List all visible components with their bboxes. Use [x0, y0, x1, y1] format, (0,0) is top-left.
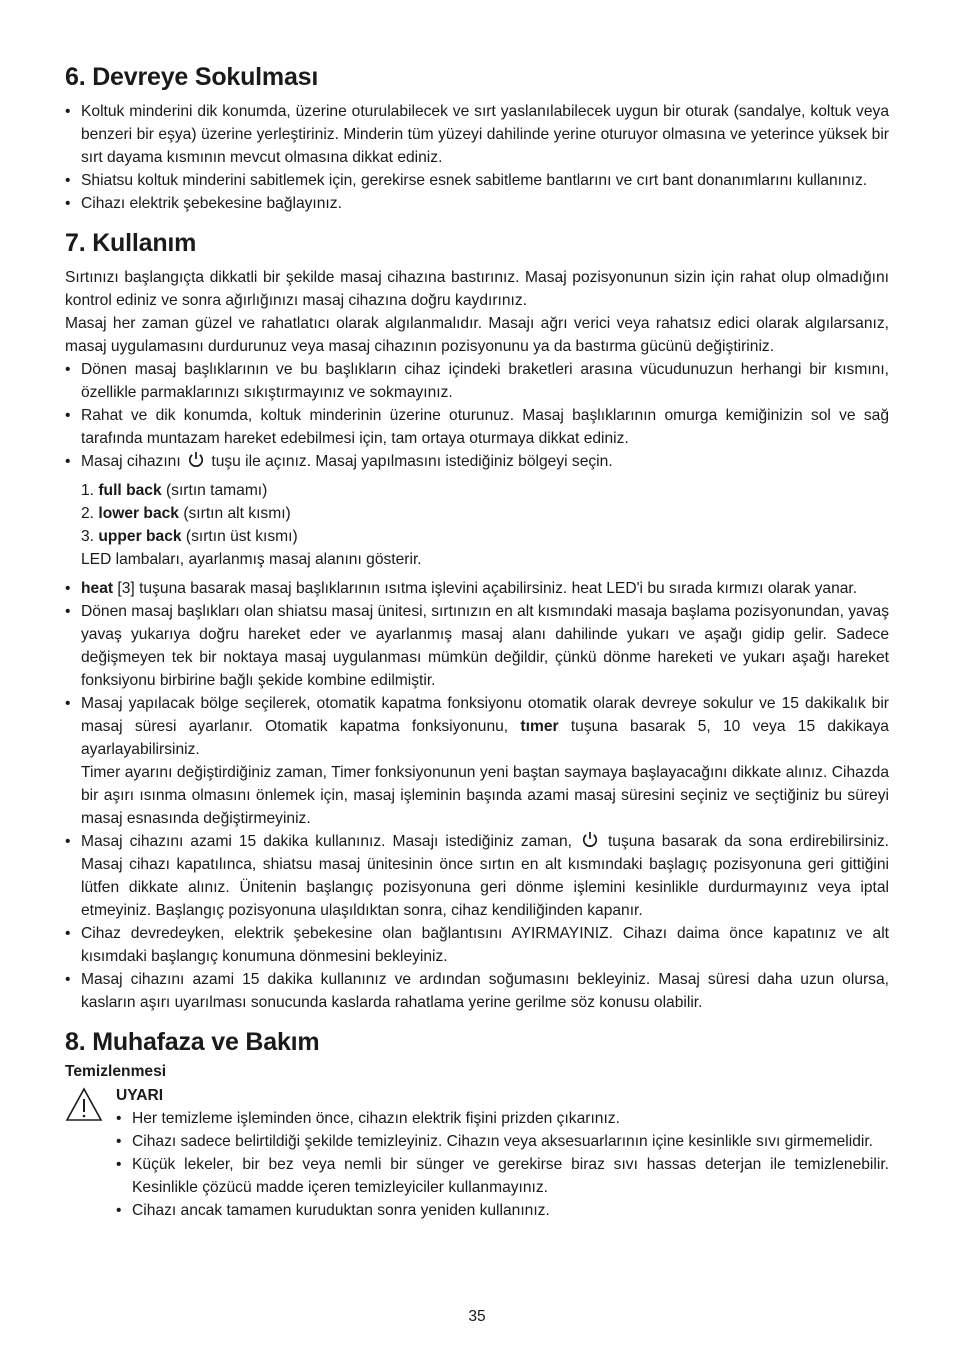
list-number: 3. [81, 528, 95, 545]
button-label: tımer [520, 718, 559, 735]
subsection-title: Temizlenmesi [65, 1063, 167, 1080]
warning-triangle-icon [65, 1087, 103, 1123]
list-item [65, 830, 889, 922]
page-number: 35 [468, 1308, 486, 1325]
list-desc: (sırtın tamamı) [165, 482, 268, 499]
list-item [65, 577, 889, 600]
list-item: • Cihazı elektrik şebekesine bağlayınız. [65, 192, 889, 215]
list-number: 1. [81, 482, 95, 499]
list-item: • Cihazı ancak tamamen kuruduktan sonra yeniden kullanınız. [116, 1199, 889, 1222]
list-item [65, 692, 889, 830]
paragraph: Sırtınızı başlangıçta dikkatli bir şekilde masaj cihazına bastırınız. Masaj pozisyonunun sizin için rahat olup olmadığını kontrol ediniz ve sonra ağırlığınızı masaj cihazına doğru kaydırınız. [65, 269, 889, 309]
inline-text: Masaj cihazını [81, 453, 181, 470]
section-6-bullets [65, 100, 889, 215]
document-page [65, 56, 889, 1222]
list-item: • Her temizleme işleminden önce, cihazın elektrik fişini prizden çıkarınız. [116, 1107, 889, 1130]
section-7-heading: 7. Kullanım [65, 229, 197, 257]
list-item [81, 502, 889, 525]
power-icon [581, 831, 599, 848]
section-7-bullets [65, 358, 889, 473]
list-item: • Shiatsu koltuk minderini sabitlemek için, gerekirse esnek sabitleme bantlarını ve cırt bant donanımlarını kullanınız. [65, 169, 889, 192]
led-note: LED lambaları, ayarlanmış masaj alanını gösterir. [81, 551, 422, 568]
button-label: lower back [98, 505, 179, 522]
inline-paragraph: Timer ayarını değiştirdiğiniz zaman, Timer fonksiyonunun yeni baştan saymaya başlayacağını dikkate alınız. Cihazda bir aşırı ısınma olmasını önlemek için, masaj işleminin başında azami masaj süresini seçiniz ve seçtiğiniz bu süreyi masaj esnasında değiştirmeyiniz. [81, 764, 889, 827]
inline-text: tuşuna basarak da sona erdirebilirsiniz. Masaj cihazı kapatılınca, shiatsu masaj ünitesinin önce sırtın en alt kısmındaki başlagıç pozisyonuna geri gittiğini lütfen dikkate alınız. Ünitenin başlangıç pozisyonuna geri dönme işlemini kesinlikle durdurmayınız veya iptal etmeyiniz. Başlangıç pozisyonuna ulaşıldıktan sonra, cihaz kendiliğinden kapanır. [81, 833, 889, 919]
list-item: • Masaj cihazını azami 15 dakika kullanınız ve ardından soğumasını bekleyiniz. Masaj süresi daha uzun olursa, kasların aşırı uyarılması sonucunda kaslarda rahatlama yerine gerilme söz konusu olabilir. [65, 968, 889, 1014]
inline-text: tuşuna basarak 5, 10 veya 15 dakikaya ayarlayabilirsiniz. [81, 718, 889, 758]
inline-text: [3] tuşuna basarak masaj başlıklarının ısıtma işlevini açabilirsiniz. heat LED'i bu sırada kırmızı olarak yanar. [117, 580, 858, 597]
section-6-heading: 6. Devreye Sokulması [65, 63, 319, 91]
warning-bullets [116, 1107, 889, 1222]
button-label: full back [98, 482, 162, 499]
area-selection-list [81, 479, 889, 571]
list-item: • Rahat ve dik konumda, koltuk minderinin üzerine oturunuz. Masaj başlıklarının omurga kemiğinizin sol ve sağ tarafında muntazam hareket edebilmesi için, tam ortaya oturmaya dikkat ediniz. [65, 404, 889, 450]
inline-text: Masaj cihazını azami 15 dakika kullanınız. Masajı istediğiniz zaman, [81, 833, 572, 850]
warning-block [65, 1085, 889, 1222]
button-label: heat [81, 580, 114, 597]
list-item [65, 450, 889, 473]
list-item [81, 525, 889, 548]
power-icon [187, 451, 205, 468]
inline-text: Masaj yapılacak bölge seçilerek, otomatik kapatma fonksiyonu otomatik olarak devreye sokulur ve 15 dakikalık bir masaj süresi ayarlanır. Otomatik kapatma fonksiyonunu, [81, 695, 889, 735]
list-item: • Dönen masaj başlıkları olan shiatsu masaj ünitesi, sırtınızın en alt kısmındaki masaja başlama pozisyonundan, yavaş yavaş yukarıya doğru hareket eder ve ayarlanmış masaj alanı dahilinde yukarı ve aşağı gidip gelir. Sadece değişmeyen tek bir noktaya masaj uygulanması mümkün değildir, çünkü dönme hareketi ve yukarı aşağı hareket fonksiyonu birbirine bağlı şekide kombine edilmiştir. [65, 600, 889, 692]
list-item: • Cihaz devredeyken, elektrik şebekesine olan bağlantısını AYIRMAYINIZ. Cihazı daima önce kapatınız ve alt kısımdaki başlangıç konumuna dönmesini bekleyiniz. [65, 922, 889, 968]
warning-body [116, 1085, 889, 1222]
list-desc: (sırtın alt kısmı) [183, 505, 291, 522]
button-label: upper back [98, 528, 182, 545]
paragraph: Masaj her zaman güzel ve rahatlatıcı olarak algılanmalıdır. Masajı ağrı verici veya rahatsız edici olarak algılarsanız, masaj uygulamasını durdurunuz veya masaj cihazının pozisyonunu ya da bastırma gücünü değiştiriniz. [65, 315, 889, 355]
list-number: 2. [81, 505, 95, 522]
list-desc: (sırtın üst kısmı) [185, 528, 298, 545]
list-item: • Küçük lekeler, bir bez veya nemli bir sünger ve gerekirse biraz sıvı hassas deterjan ile temizlenebilir. Kesinlikle çözücü madde içeren temizleyiciler kullanmayınız. [116, 1153, 889, 1199]
list-item: • Dönen masaj başlıklarının ve bu başlıkların cihaz içindeki braketleri arasına vücudunuzun herhangi bir kısmını, özellikle parmaklarınızı sıkıştırmayınız ve sokmayınız. [65, 358, 889, 404]
list-item: • Cihazı sadece belirtildiği şekilde temizleyiniz. Cihazın veya aksesuarlarının içine kesinlikle sıvı girmemelidir. [116, 1130, 889, 1153]
section-8-heading: 8. Muhafaza ve Bakım [65, 1028, 320, 1056]
section-7-bullets-continued [65, 577, 889, 1014]
warning-title: UYARI [116, 1087, 164, 1104]
list-item [81, 479, 889, 502]
inline-text: tuşu ile açınız. Masaj yapılmasını istediğiniz bölgeyi seçin. [211, 453, 613, 470]
list-item: • Koltuk minderini dik konumda, üzerine oturulabilecek ve sırt yaslanılabilecek uygun bir oturak (sandalye, koltuk veya benzeri bir eşya) üzerine yerleştiriniz. Minderin tüm yüzeyi dahilinde yerine oturuyor olmasına ve yeterince yüksek bir sırt dayama kısmının mevcut olmasına dikkat ediniz. [65, 100, 889, 169]
